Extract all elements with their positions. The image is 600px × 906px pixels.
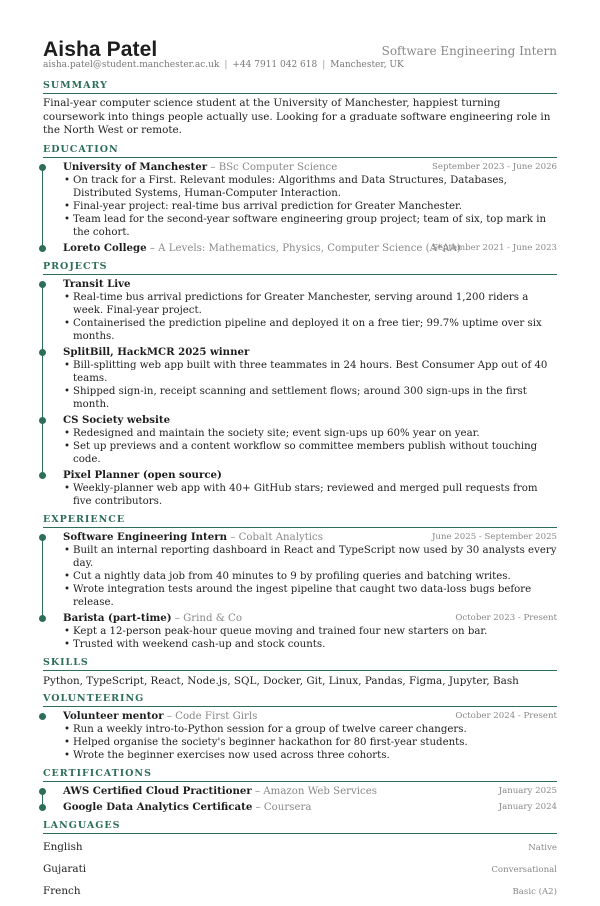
- entry-heading: [63, 710, 557, 723]
- entry-date: January 2024: [498, 801, 557, 812]
- candidate-name: Aisha Patel: [43, 38, 158, 61]
- section-heading-volunteering: VOLUNTEERING: [43, 693, 557, 707]
- section-heading-summary: SUMMARY: [43, 80, 557, 94]
- bullet-list: [63, 174, 557, 239]
- entry-heading: [63, 612, 557, 625]
- bullet-list: [63, 723, 557, 762]
- experience-timeline: [43, 531, 557, 651]
- bullet-item: • Redesigned and maintain the society site; event sign-ups up 60% year on year.: [73, 427, 557, 440]
- entry-subtitle: – Code First Girls: [166, 710, 258, 722]
- entry-title: Google Data Analytics Certificate: [63, 800, 253, 813]
- entry-date: June 2025 - September 2025: [431, 531, 557, 542]
- bullet-list: [63, 359, 557, 411]
- entry-title: Volunteer mentor: [63, 709, 164, 722]
- entry-date: January 2025: [498, 785, 557, 796]
- entry-date: October 2024 - Present: [455, 710, 557, 721]
- education-entry: [43, 161, 557, 239]
- timeline-dot: [39, 245, 46, 252]
- bullet-item: • Trusted with weekend cash-up and stock counts.: [73, 638, 557, 651]
- entry-date: September 2023 - June 2026: [431, 161, 557, 172]
- entry-date: October 2023 - Present: [455, 612, 557, 623]
- skills-list: Python, TypeScript, React, Node.js, SQL, Docker, Git, Linux, Pandas, Figma, Jupyter, Bash: [43, 674, 519, 687]
- section-heading-languages: LANGUAGES: [43, 820, 557, 834]
- bullet-item: • Wrote integration tests around the ingest pipeline that caught two data-loss bugs before release.: [73, 583, 557, 609]
- entry-title: Software Engineering Intern: [63, 530, 227, 543]
- bullet-list: [63, 482, 557, 508]
- entry-subtitle: – Cobalt Analytics: [230, 531, 323, 543]
- timeline-dot: [39, 713, 46, 720]
- language-level: Basic (A2): [512, 886, 557, 897]
- projects-timeline: [43, 278, 557, 508]
- entry-subtitle: – BSc Computer Science: [210, 161, 338, 173]
- contact-separator: |: [322, 60, 326, 70]
- bullet-item: • Cut a nightly data job from 40 minutes to 9 by profiling queries and batching writes.: [73, 570, 557, 583]
- bullet-item: • Bill-splitting web app built with three teammates in 24 hours. Best Consumer App out of 40 teams.: [73, 359, 557, 385]
- bullet-item: • Wrote the beginner exercises now used across three cohorts.: [73, 749, 557, 762]
- bullet-list: [63, 544, 557, 609]
- bullet-item: • Containerised the prediction pipeline and deployed it on a free tier; 99.7% uptime over six months.: [73, 317, 557, 343]
- bullet-item: • Real-time bus arrival predictions for Greater Manchester, serving around 1,200 riders a week. Final-year project.: [73, 291, 557, 317]
- entry-heading: [63, 346, 557, 359]
- bullet-item: • Final-year project: real-time bus arrival prediction for Greater Manchester.: [73, 200, 557, 213]
- certifications-entry: [43, 801, 557, 814]
- timeline-dot: [39, 349, 46, 356]
- target-role: Software Engineering Intern: [381, 44, 557, 58]
- bullet-list: [63, 427, 557, 466]
- entry-heading: [63, 531, 557, 544]
- section-heading-education: EDUCATION: [43, 144, 557, 158]
- email[interactable]: aisha.patel@student.manchester.ac.uk: [43, 60, 220, 70]
- section-heading-certifications: CERTIFICATIONS: [43, 768, 557, 782]
- language-level: Conversational: [491, 864, 557, 875]
- education-entry: [43, 242, 557, 255]
- language-level: Native: [528, 842, 557, 853]
- education-timeline: [43, 161, 557, 255]
- entry-title: Transit Live: [63, 277, 131, 290]
- languages-list: [43, 840, 557, 906]
- entry-heading: [63, 161, 557, 174]
- section-heading-skills: SKILLS: [43, 657, 557, 671]
- language-name: English: [43, 840, 83, 853]
- timeline-dot: [39, 534, 46, 541]
- volunteering-timeline: [43, 710, 557, 762]
- bullet-item: • Kept a 12-person peak-hour queue moving and trained four new starters on bar.: [73, 625, 557, 638]
- bullet-item: • Team lead for the second-year software engineering group project; team of six, top mark in the cohort.: [73, 213, 557, 239]
- entry-title: Loreto College: [63, 241, 147, 254]
- entry-title: Barista (part-time): [63, 611, 172, 624]
- projects-entry: [43, 278, 557, 343]
- timeline-dot: [39, 281, 46, 288]
- bullet-item: • Shipped sign-in, receipt scanning and settlement flows; around 300 sign-ups in the first month.: [73, 385, 557, 411]
- bullet-list: [63, 625, 557, 651]
- resume-header: [43, 38, 557, 70]
- bullet-item: • On track for a First. Relevant modules: Algorithms and Data Structures, Databases, Distributed Systems, Human-Computer Interaction.: [73, 174, 557, 200]
- entry-heading: [63, 785, 557, 798]
- section-heading-experience: EXPERIENCE: [43, 514, 557, 528]
- certifications-timeline: [43, 785, 557, 814]
- bullet-item: • Helped organise the society's beginner hackathon for 80 first-year students.: [73, 736, 557, 749]
- phone[interactable]: +44 7911 042 618: [232, 60, 318, 70]
- contact-separator: |: [224, 60, 228, 70]
- language-row: [43, 840, 557, 862]
- certifications-entry: [43, 785, 557, 798]
- timeline-dot: [39, 164, 46, 171]
- bullet-item: • Weekly-planner web app with 40+ GitHub stars; reviewed and merged pull requests from five contributors.: [73, 482, 557, 508]
- location: Manchester, UK: [330, 60, 404, 70]
- volunteering-entry: [43, 710, 557, 762]
- bullet-list: [63, 291, 557, 343]
- bullet-item: • Set up previews and a content workflow so committee members publish without touching code.: [73, 440, 557, 466]
- entry-title: Pixel Planner (open source): [63, 468, 222, 481]
- timeline-dot: [39, 788, 46, 795]
- entry-heading: [63, 469, 557, 482]
- section-heading-projects: PROJECTS: [43, 261, 557, 275]
- entry-subtitle: – A Levels: Mathematics, Physics, Computer Science (A*AA): [149, 242, 461, 254]
- projects-entry: [43, 346, 557, 411]
- timeline-dot: [39, 615, 46, 622]
- experience-entry: [43, 612, 557, 651]
- language-row: [43, 862, 557, 884]
- experience-entry: [43, 531, 557, 609]
- timeline-dot: [39, 804, 46, 811]
- entry-heading: [63, 242, 557, 255]
- entry-subtitle: – Coursera: [255, 801, 312, 813]
- projects-entry: [43, 414, 557, 466]
- entry-date: September 2021 - June 2023: [431, 242, 557, 253]
- entry-subtitle: – Amazon Web Services: [254, 785, 377, 797]
- language-row: [43, 884, 557, 906]
- projects-entry: [43, 469, 557, 508]
- entry-heading: [63, 278, 557, 291]
- language-name: Gujarati: [43, 862, 87, 875]
- entry-heading: [63, 414, 557, 427]
- entry-title: University of Manchester: [63, 160, 208, 173]
- entry-heading: [63, 801, 557, 814]
- entry-subtitle: – Grind & Co: [174, 612, 242, 624]
- bullet-item: • Built an internal reporting dashboard in React and TypeScript now used by 30 analysts every day.: [73, 544, 557, 570]
- entry-title: CS Society website: [63, 413, 171, 426]
- timeline-dot: [39, 472, 46, 479]
- language-name: French: [43, 884, 81, 897]
- summary-text: Final-year computer science student at the University of Manchester, happiest turning coursework into things people actually use. Looking for a graduate software engineering role in the North West or remote.: [43, 97, 551, 136]
- bullet-item: • Run a weekly intro-to-Python session for a group of twelve career changers.: [73, 723, 557, 736]
- entry-title: AWS Certified Cloud Practitioner: [63, 784, 252, 797]
- entry-title: SplitBill, HackMCR 2025 winner: [63, 345, 250, 358]
- timeline-dot: [39, 417, 46, 424]
